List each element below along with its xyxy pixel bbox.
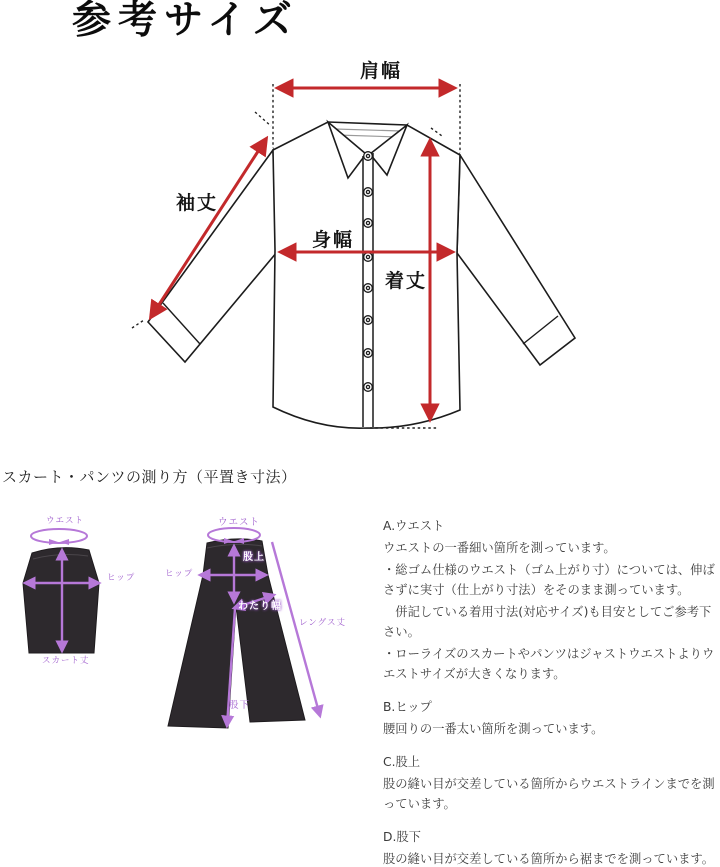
pants-length-label: レングス丈 (299, 618, 347, 628)
note-text: ・ローライズのスカートやパンツはジャストウエストよりウエストサイズが大きくなります。 (383, 647, 715, 681)
skirt-waist-ellipse-arrow (31, 529, 87, 543)
skirt-waist-label: ウエスト (46, 516, 85, 526)
note-text: 併記している着用寸法(対応サイズ)も目安としてご参考下さい。 (383, 605, 712, 639)
skirt-hip-label: ヒップ (107, 573, 136, 583)
note-section-inseam (383, 827, 719, 867)
note-text: 腰回りの一番太い箇所を測っています。 (383, 722, 604, 736)
note-heading-hip: B.ヒップ (383, 700, 432, 714)
pants-thigh-width-label: わたり幅 (238, 601, 282, 612)
pants-waist-label: ウエスト (218, 517, 261, 528)
note-text: 股の縫い目が交差している箇所から裾までを測っています。 (383, 852, 715, 866)
skirt-length-label: スカート丈 (42, 656, 90, 666)
shirt-right-sleeve (457, 155, 575, 365)
note-text: ・総ゴム仕様のウエスト（ゴム上がり寸）については、伸ばさずに実寸（仕上がり寸法）をそのまま測っています。 (383, 563, 715, 597)
shirt-drawing (130, 60, 590, 455)
skirt-measurement-figure (15, 513, 165, 685)
note-heading-waist: A.ウエスト (383, 519, 445, 533)
shirt-measurement-diagram (130, 60, 590, 455)
label-body-width: 身幅 (312, 229, 355, 251)
page-title: 参考サイズ (72, 0, 299, 43)
note-section-hip (383, 697, 719, 739)
pants-hip-label: ヒップ (165, 569, 194, 579)
label-sleeve-length: 袖丈 (176, 192, 219, 214)
label-garment-length: 着丈 (385, 270, 428, 292)
note-text: ウエストの一番細い箇所を測っています。 (383, 541, 616, 555)
note-text: 股の縫い目が交差している箇所からウエストラインまでを測っています。 (383, 777, 715, 811)
skirt-drawing (15, 513, 165, 685)
note-section-waist (383, 516, 719, 684)
label-shoulder-width: 肩幅 (360, 60, 403, 82)
bottoms-section-title: スカート・パンツの測り方（平置き寸法） (2, 468, 297, 486)
note-heading-inseam: D.股下 (383, 830, 421, 844)
shirt-left-sleeve (148, 150, 277, 362)
note-section-rise (383, 752, 719, 814)
pants-rise-label: 股上 (243, 552, 265, 563)
shirt-body (273, 122, 460, 428)
measurement-notes (383, 516, 719, 867)
pants-inseam-label: 股下 (229, 700, 251, 711)
note-heading-rise: C.股上 (383, 755, 421, 769)
